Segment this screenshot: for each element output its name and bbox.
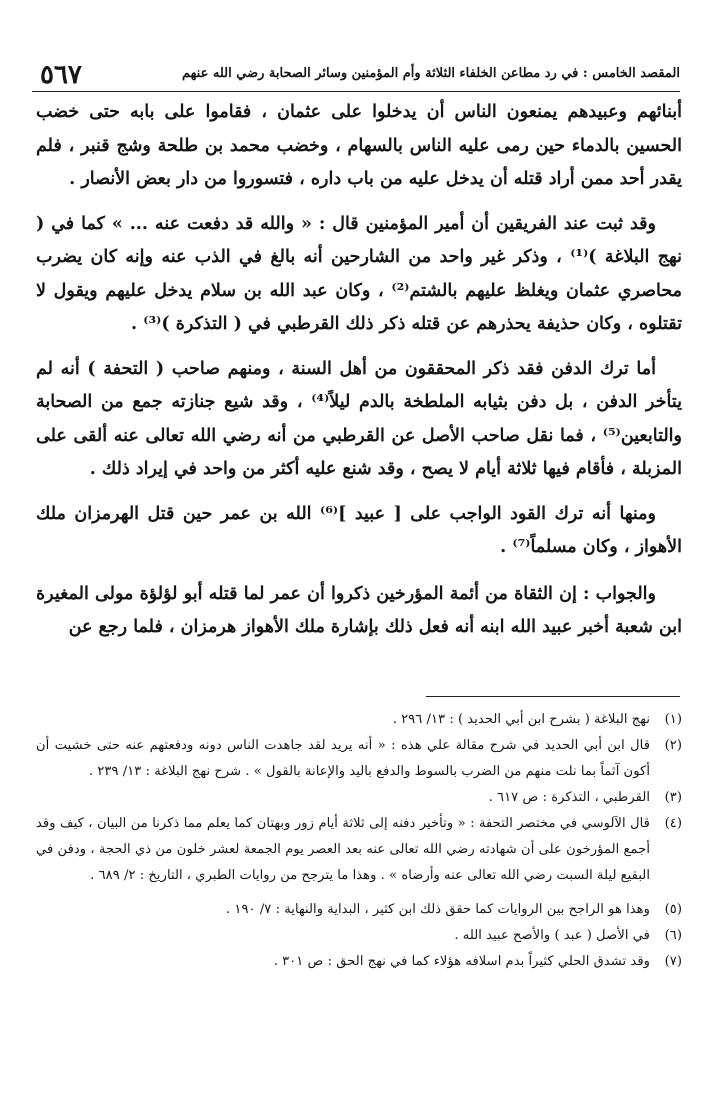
footnote-text: في الأصل ( عبد ) والأصح عبيد الله . [454, 928, 650, 943]
footnote-number: (٦) [664, 928, 682, 943]
footnote-6 [36, 923, 682, 949]
body-paragraph-1: أبنائهم وعبيدهم يمنعون الناس أن يدخلوا على عثمان ، فقاموا على بابه حتى خضب الحسين بالدماء حين رمى عليه الناس بالسهام ، وخضب محمد بن طلحة وشج قنبر ، فلم يقدر أحد ممن أراد قتله أن يدخل عليه من باب داره ، فتسوروا من دار بعض الأنصار . [36, 102, 682, 189]
footnote-7 [36, 949, 682, 975]
body-paragraph-4: ومنها أنه ترك القود الواجب على [ عبيد ]⁽⁶⁾ الله بن عمر حين قتل الهرمزان ملك الأهواز ، وكان مسلماً⁽⁷⁾ . [36, 503, 682, 557]
footnote-number: (٤) [664, 816, 682, 831]
footnote-text: وهذا هو الراجح بين الروايات كما حقق ذلك ابن كثير ، البداية والنهاية : ٧/ ١٩٠ . [226, 902, 650, 917]
footnote-2 [36, 733, 682, 785]
footnote-4 [36, 811, 682, 889]
footnote-number: (١) [664, 712, 682, 727]
body-paragraph-2: وقد ثبت عند الفريقين أن أمير المؤمنين قال : « والله قد دفعت عنه ... » كما في ( نهج البلاغة )⁽¹⁾ ، وذكر غير واحد من الشارحين أنه بالغ في الذب عنه وإنه كان يضرب محاصري عثمان ويغلظ عليهم بالشتم⁽²⁾ ، وكان عبد الله بن سلام يدخل عليهم ويقول لا تقتلوه ، وكان حذيفة يحذرهم عن قتله ذكر ذلك القرطبي في ( التذكرة )⁽³⁾ . [36, 213, 682, 334]
footnote-text: وقد تشدق الحلي كثيراً بدم اسلافه هؤلاء كما في نهج الحق : ص ٣٠١ . [273, 954, 650, 969]
footnote-number: (٧) [664, 954, 682, 969]
footnote-rule [426, 696, 680, 697]
footnote-3 [36, 785, 682, 811]
footnote-number: (٣) [664, 790, 682, 805]
footnote-1 [36, 707, 682, 733]
page-number: ٥٦٧ [40, 60, 82, 90]
footnote-text: القرطبي ، التذكرة : ص ٦١٧ . [488, 790, 650, 805]
footnote-text: نهج البلاغة ( بشرح ابن أبي الحديد ) : ١٣/ ٢٩٦ . [392, 712, 650, 727]
body-paragraph-3: أما ترك الدفن فقد ذكر المحققون من أهل السنة ، ومنهم صاحب ( التحفة ) أنه لم يتأخر الدفن ، بل دفن بثيابه الملطخة بالدم ليلاً⁽⁴⁾ ، وقد شيع جنازته جمع من الصحابة والتابعين⁽⁵⁾ ، فما نقل صاحب الأصل عن القرطبي من أنه رضي الله تعالى عنه ألقى على المزبلة ، فأقام فيها ثلاثة أيام لا يصح ، وقد شنع عليه أكثر من واحد في إيراد ذلك . [36, 358, 682, 479]
footnote-text: قال ابن أبي الحديد في شرح مقالة علي هذه : « أنه يريد لقد جاهدت الناس دونه ودفعتهم عنه حتى خشيت أن أكون آثماً بما نلت منهم من الضرب بالسوط والدفع باليد والإعانة بالقول » . شرح نهج البلاغة : ١٣/ ٢٣٩ . [36, 738, 650, 779]
footnotes [36, 707, 682, 975]
footnote-number: (٢) [664, 738, 682, 753]
main-text [36, 96, 682, 656]
running-title: المقصد الخامس : في رد مطاعن الخلفاء الثلاثة وأم المؤمنين وسائر الصحابة رضي الله عنهم [182, 66, 680, 81]
page-header [40, 60, 680, 90]
footnote-number: (٥) [664, 902, 682, 917]
header-rule [32, 91, 680, 92]
footnote-text: قال الآلوسي في مختصر التحفة : « وتأخير دفنه إلى ثلاثة أيام زور وبهتان كما يعلم مما ذكرنا من البيان ، كيف وقد أجمع المؤرخون على أن شهادته رضي الله تعالى عنه بعد العصر يوم الجمعة لعشر خلون من ذي الحجة ، ودفن في البقيع ليلة السبت رضي الله تعالى عنه وأرضاه » . وهذا ما يترجح من روايات الطبري ، التاريخ : ٢/ ٦٨٩ . [36, 816, 650, 883]
body-paragraph-5: والجواب : إن الثقاة من أئمة المؤرخين ذكروا أن عمر لما قتله أبو لؤلؤة مولى المغيرة ابن شعبة أخبر عبيد الله ابنه أنه فعل ذلك بإشارة ملك الأهواز هرمزان ، فلما رجع عن [36, 583, 682, 637]
footnote-5 [36, 897, 682, 923]
